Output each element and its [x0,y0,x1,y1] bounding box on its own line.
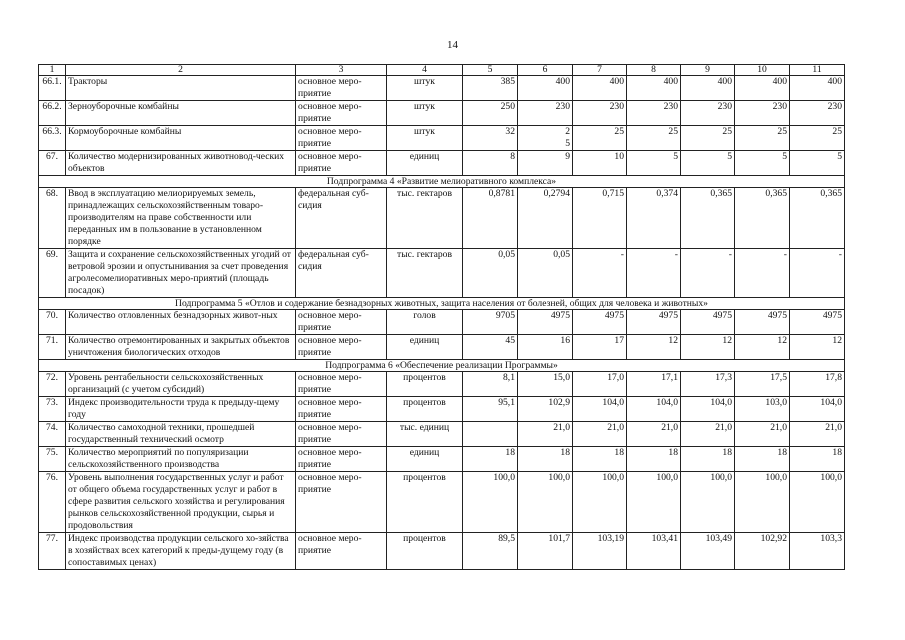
value-cell: 4975 [790,310,845,335]
value-cell [463,422,518,447]
value-cell: 21,0 [573,422,627,447]
value-cell: 25 [573,126,627,151]
value-cell: 18 [518,447,573,472]
row-number: 66.1. [39,76,66,101]
value-cell: 104,0 [627,397,681,422]
value-cell: 230 [573,101,627,126]
value-cell: 5 [735,151,790,176]
value-cell: 21,0 [681,422,735,447]
value-cell: 21,0 [627,422,681,447]
indicator-name: Уровень рентабельности сельскохозяйственных организаций (с учетом субсидий) [66,372,296,397]
subprogram-row [39,176,845,188]
unit: тыс. гектаров [387,249,463,298]
value-cell: 103,49 [681,533,735,570]
header-cell: 5 [463,65,518,76]
value-cell: 100,0 [518,472,573,533]
value-cell: 385 [463,76,518,101]
header-cell: 3 [296,65,387,76]
indicator-name: Количество модернизированных животновод-ческих объектов [66,151,296,176]
header-cell: 4 [387,65,463,76]
value-cell: 18 [463,447,518,472]
subprogram-title: Подпрограмма 6 «Обеспечение реализации Программы» [39,360,845,372]
value-cell: 21,0 [735,422,790,447]
value-cell: 230 [627,101,681,126]
value-cell: 9 [518,151,573,176]
value-cell: - [790,249,845,298]
value-cell: 0,05 [463,249,518,298]
value-cell: 18 [573,447,627,472]
measure-type: основное меро-приятие [296,335,387,360]
measure-type: основное меро-приятие [296,533,387,570]
unit: тыс. единиц [387,422,463,447]
unit: единиц [387,151,463,176]
measure-type: федеральная суб-сидия [296,188,387,249]
measure-type: основное меро-приятие [296,101,387,126]
subprogram-row [39,298,845,310]
subprogram-row [39,360,845,372]
table-row [39,447,845,472]
measure-type: основное меро-приятие [296,422,387,447]
value-cell: 4975 [681,310,735,335]
value-cell: - [681,249,735,298]
value-cell: 12 [627,335,681,360]
value-cell: 103,0 [735,397,790,422]
value-cell: 0,374 [627,188,681,249]
value-cell: 17,3 [681,372,735,397]
measure-type: федеральная суб-сидия [296,249,387,298]
value-cell: 103,3 [790,533,845,570]
value-cell: 4975 [518,310,573,335]
indicator-name: Количество самоходной техники, прошедшей государственный технический осмотр [66,422,296,447]
value-cell: 25 [627,126,681,151]
table-row [39,101,845,126]
value-cell: 18 [681,447,735,472]
indicator-name: Индекс производительности труда к предыду-щему году [66,397,296,422]
value-cell: 5 [790,151,845,176]
value-cell: 18 [627,447,681,472]
header-cell: 7 [573,65,627,76]
header-cell: 8 [627,65,681,76]
table-row [39,126,845,151]
measure-type: основное меро-приятие [296,310,387,335]
value-cell: 230 [518,101,573,126]
value-cell: 102,9 [518,397,573,422]
header-cell: 10 [735,65,790,76]
value-cell: 103,41 [627,533,681,570]
value-cell: 400 [735,76,790,101]
unit: голов [387,310,463,335]
table-row [39,188,845,249]
value-cell: - [627,249,681,298]
row-number: 71. [39,335,66,360]
table-row [39,372,845,397]
header-cell: 9 [681,65,735,76]
header-row [39,65,845,76]
value-cell: 5 [681,151,735,176]
unit: процентов [387,372,463,397]
measure-type: основное меро-приятие [296,76,387,101]
value-cell: 12 [790,335,845,360]
unit: процентов [387,397,463,422]
measure-type: основное меро-приятие [296,151,387,176]
subprogram-title: Подпрограмма 4 «Развитие мелиоративного комплекса» [39,176,845,188]
value-cell: 104,0 [790,397,845,422]
subprogram-title: Подпрограмма 5 «Отлов и содержание безнадзорных животных, защита населения от болезней, общих для человека и животных» [39,298,845,310]
table-row [39,151,845,176]
value-cell: 16 [518,335,573,360]
table-row [39,422,845,447]
unit: штук [387,76,463,101]
indicator-name: Кормоуборочные комбайны [66,126,296,151]
measure-type: основное меро-приятие [296,372,387,397]
table-row [39,397,845,422]
unit: процентов [387,472,463,533]
value-cell: 8 [463,151,518,176]
row-number: 70. [39,310,66,335]
value-cell: 4975 [573,310,627,335]
value-cell: 0,05 [518,249,573,298]
unit: единиц [387,335,463,360]
value-cell: 25 [735,126,790,151]
page-number: 14 [447,39,458,51]
value-cell: 18 [790,447,845,472]
row-number: 75. [39,447,66,472]
table-row [39,533,845,570]
measure-type: основное меро-приятие [296,397,387,422]
row-number: 73. [39,397,66,422]
value-cell: 0,365 [735,188,790,249]
value-cell: 230 [735,101,790,126]
unit: штук [387,101,463,126]
value-cell: 10 [573,151,627,176]
value-cell: 12 [681,335,735,360]
unit: единиц [387,447,463,472]
value-cell: 104,0 [681,397,735,422]
table-row [39,76,845,101]
row-number: 72. [39,372,66,397]
value-cell: 17 [573,335,627,360]
indicator-name: Зерноуборочные комбайны [66,101,296,126]
value-cell: 2 5 [518,126,573,151]
value-cell: 25 [790,126,845,151]
value-cell: 100,0 [627,472,681,533]
header-cell: 11 [790,65,845,76]
value-cell: 400 [790,76,845,101]
value-cell: 0,2794 [518,188,573,249]
value-cell: 25 [681,126,735,151]
unit: тыс. гектаров [387,188,463,249]
value-cell: 95,1 [463,397,518,422]
row-number: 77. [39,533,66,570]
value-cell: 230 [790,101,845,126]
value-cell: 12 [735,335,790,360]
measure-type: основное меро-приятие [296,447,387,472]
value-cell: 89,5 [463,533,518,570]
value-cell: 45 [463,335,518,360]
value-cell: 21,0 [790,422,845,447]
row-number: 76. [39,472,66,533]
value-cell: 0,715 [573,188,627,249]
value-cell: 100,0 [573,472,627,533]
value-cell: 21,0 [518,422,573,447]
value-cell: 400 [681,76,735,101]
value-cell: 250 [463,101,518,126]
value-cell: - [735,249,790,298]
value-cell: 18 [735,447,790,472]
value-cell: 101,7 [518,533,573,570]
measure-type: основное меро-приятие [296,126,387,151]
row-number: 68. [39,188,66,249]
value-cell: 9705 [463,310,518,335]
value-cell: 103,19 [573,533,627,570]
value-cell: 32 [463,126,518,151]
unit: процентов [387,533,463,570]
row-number: 69. [39,249,66,298]
value-cell: 17,0 [573,372,627,397]
value-cell: 100,0 [681,472,735,533]
indicator-name: Уровень выполнения государственных услуг и работ от общего объема государственных услуг и работ в сфере развития сельского хозяйства и регулирования рынков сельскохозяйственной продукции, сырья и продовольствия [66,472,296,533]
indicator-name: Ввод в эксплуатацию мелиорируемых земель, принадлежащих сельскохозяйственным товаро-производителям на праве собственности или переданных им в пользование в установленном порядке [66,188,296,249]
value-cell: 400 [518,76,573,101]
indicator-name: Тракторы [66,76,296,101]
value-cell: 5 [627,151,681,176]
row-number: 74. [39,422,66,447]
row-number: 66.2. [39,101,66,126]
unit: штук [387,126,463,151]
value-cell: 4975 [735,310,790,335]
value-cell: 17,1 [627,372,681,397]
table-row [39,472,845,533]
indicator-name: Индекс производства продукции сельского хо-зяйства в хозяйствах всех категорий к преды-дущему году (в сопоставимых ценах) [66,533,296,570]
value-cell: 8,1 [463,372,518,397]
value-cell: 100,0 [463,472,518,533]
value-cell: - [573,249,627,298]
row-number: 67. [39,151,66,176]
row-number: 66.3. [39,126,66,151]
value-cell: 0,365 [790,188,845,249]
value-cell: 17,8 [790,372,845,397]
indicator-name: Количество отловленных безнадзорных живот-ных [66,310,296,335]
value-cell: 15,0 [518,372,573,397]
value-cell: 100,0 [735,472,790,533]
header-cell: 1 [39,65,66,76]
header-cell: 2 [66,65,296,76]
value-cell: 104,0 [573,397,627,422]
value-cell: 102,92 [735,533,790,570]
indicator-name: Защита и сохранение сельскохозяйственных угодий от ветровой эрозии и опустынивания за счет проведения агролесомелиоративных меро-приятий (площадь посадок) [66,249,296,298]
indicator-name: Количество мероприятий по популяризации сельскохозяйственного производства [66,447,296,472]
header-cell: 6 [518,65,573,76]
indicators-table [38,64,845,570]
value-cell: 0,8781 [463,188,518,249]
indicator-name: Количество отремонтированных и закрытых объектов уничтожения биологических отходов [66,335,296,360]
value-cell: 100,0 [790,472,845,533]
value-cell: 0,365 [681,188,735,249]
measure-type: основное меро-приятие [296,472,387,533]
table-row [39,310,845,335]
value-cell: 400 [627,76,681,101]
value-cell: 4975 [627,310,681,335]
value-cell: 400 [573,76,627,101]
table-row [39,335,845,360]
value-cell: 230 [681,101,735,126]
value-cell: 17,5 [735,372,790,397]
table-row [39,249,845,298]
